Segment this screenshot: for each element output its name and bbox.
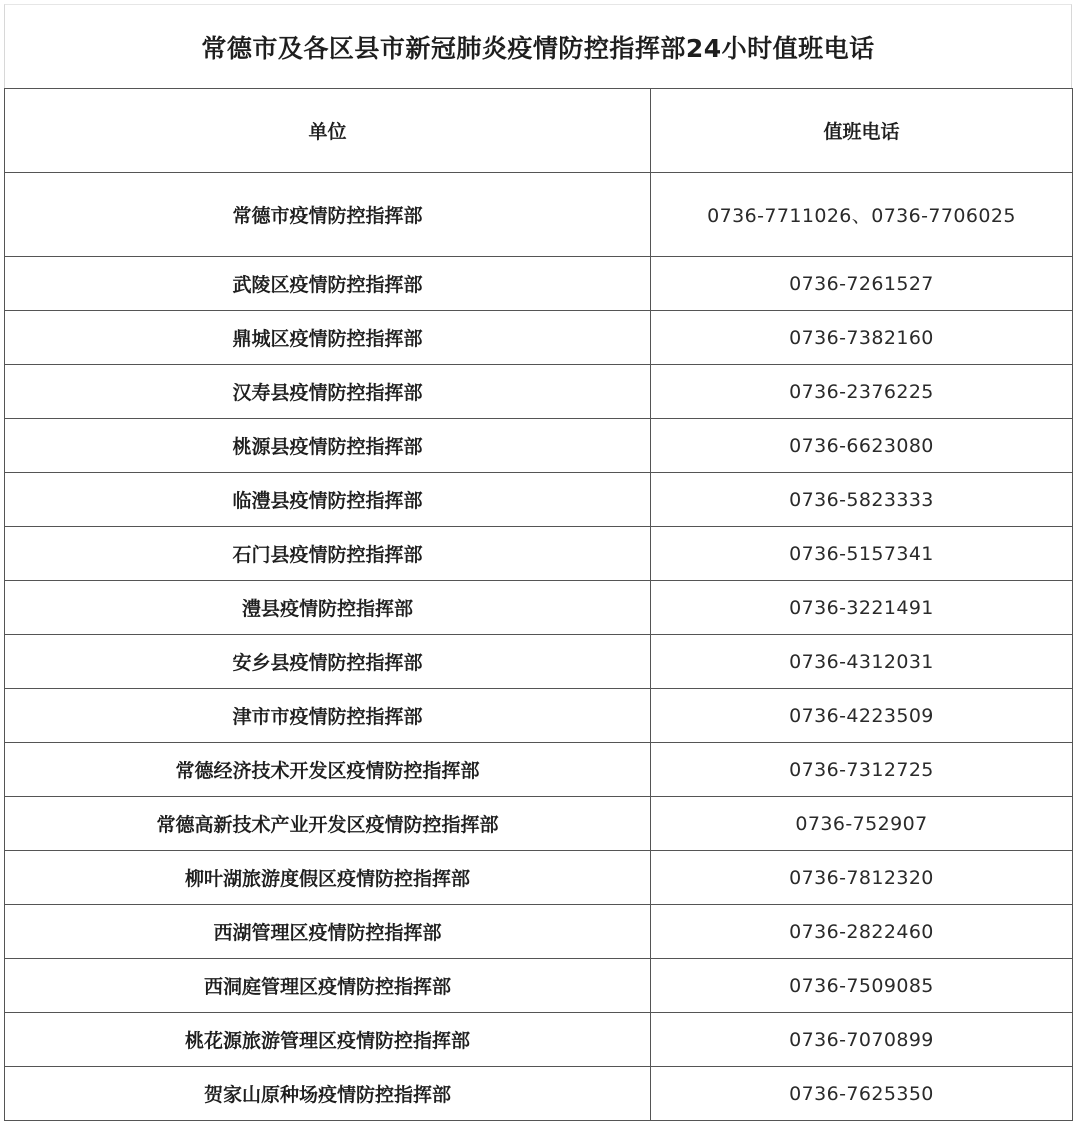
- phone-cell: 0736-7070899: [651, 1013, 1073, 1067]
- phone-cell: 0736-2376225: [651, 365, 1073, 419]
- table-row: [5, 689, 1073, 743]
- table-row: [5, 959, 1073, 1013]
- unit-cell: 津市市疫情防控指挥部: [5, 689, 651, 743]
- unit-cell: 西湖管理区疫情防控指挥部: [5, 905, 651, 959]
- unit-cell: 鼎城区疫情防控指挥部: [5, 311, 651, 365]
- unit-cell: 贺家山原种场疫情防控指挥部: [5, 1067, 651, 1121]
- phone-cell: 0736-5157341: [651, 527, 1073, 581]
- phone-cell: 0736-5823333: [651, 473, 1073, 527]
- phone-cell: 0736-7711026、0736-7706025: [651, 173, 1073, 257]
- table-row: [5, 797, 1073, 851]
- unit-cell: 桃源县疫情防控指挥部: [5, 419, 651, 473]
- page-title: 常德市及各区县市新冠肺炎疫情防控指挥部24小时值班电话: [4, 4, 1072, 88]
- table-header-row: [5, 89, 1073, 173]
- unit-cell: 武陵区疫情防控指挥部: [5, 257, 651, 311]
- phone-cell: 0736-3221491: [651, 581, 1073, 635]
- hotline-table: [4, 88, 1073, 1121]
- column-header-unit: 单位: [5, 89, 651, 173]
- table-row: [5, 1013, 1073, 1067]
- phone-cell: 0736-7261527: [651, 257, 1073, 311]
- column-header-phone: 值班电话: [651, 89, 1073, 173]
- table-row: [5, 527, 1073, 581]
- unit-cell: 柳叶湖旅游度假区疫情防控指挥部: [5, 851, 651, 905]
- table-row: [5, 905, 1073, 959]
- phone-cell: 0736-752907: [651, 797, 1073, 851]
- phone-cell: 0736-7509085: [651, 959, 1073, 1013]
- table-row: [5, 1067, 1073, 1121]
- table-row: [5, 311, 1073, 365]
- phone-cell: 0736-4312031: [651, 635, 1073, 689]
- table-row: [5, 635, 1073, 689]
- phone-cell: 0736-6623080: [651, 419, 1073, 473]
- unit-cell: 临澧县疫情防控指挥部: [5, 473, 651, 527]
- unit-cell: 澧县疫情防控指挥部: [5, 581, 651, 635]
- phone-cell: 0736-7382160: [651, 311, 1073, 365]
- table-row: [5, 743, 1073, 797]
- unit-cell: 桃花源旅游管理区疫情防控指挥部: [5, 1013, 651, 1067]
- unit-cell: 西洞庭管理区疫情防控指挥部: [5, 959, 651, 1013]
- unit-cell: 常德市疫情防控指挥部: [5, 173, 651, 257]
- table-row: [5, 851, 1073, 905]
- table-row: [5, 473, 1073, 527]
- table-row: [5, 257, 1073, 311]
- phone-cell: 0736-7312725: [651, 743, 1073, 797]
- table-row: [5, 419, 1073, 473]
- unit-cell: 常德高新技术产业开发区疫情防控指挥部: [5, 797, 651, 851]
- phone-cell: 0736-2822460: [651, 905, 1073, 959]
- table-row: [5, 365, 1073, 419]
- phone-cell: 0736-4223509: [651, 689, 1073, 743]
- table-row: [5, 173, 1073, 257]
- table-row: [5, 581, 1073, 635]
- unit-cell: 汉寿县疫情防控指挥部: [5, 365, 651, 419]
- unit-cell: 石门县疫情防控指挥部: [5, 527, 651, 581]
- unit-cell: 常德经济技术开发区疫情防控指挥部: [5, 743, 651, 797]
- phone-cell: 0736-7812320: [651, 851, 1073, 905]
- unit-cell: 安乡县疫情防控指挥部: [5, 635, 651, 689]
- phone-cell: 0736-7625350: [651, 1067, 1073, 1121]
